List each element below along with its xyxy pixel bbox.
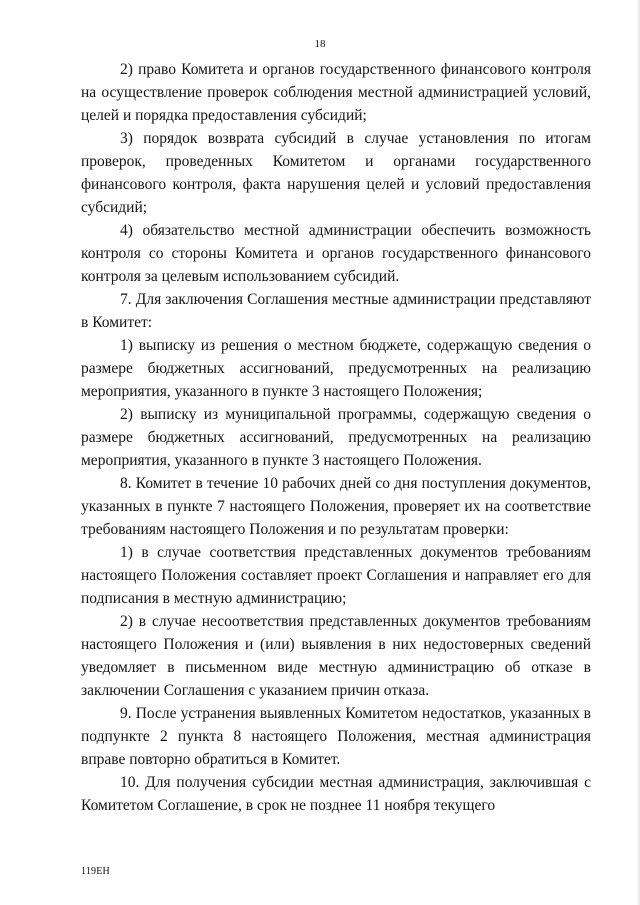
- paragraph-item-7: 7. Для заключения Соглашения местные администрации представляют в Комитет:: [81, 291, 591, 331]
- paragraph-item-8: 8. Комитет в течение 10 рабочих дней со дня поступления документов, указанных в пункте 7 настоящего Положения, проверяет их на соответствие требованиям настоящего Положения и по результатам проверки:: [81, 475, 591, 538]
- document-footer-code: 119ЕН: [81, 866, 110, 877]
- paragraph-item-8-2: 2) в случае несоответствия представленных документов требованиям настоящего Положения и (или) выявления в них недостоверных сведений уведомляет в письменном виде местную администрацию об отказе в заключении Соглашения с указанием причин отказа.: [81, 613, 591, 699]
- document-body: [81, 58, 591, 817]
- paragraph-item-10: 10. Для получения субсидии местная администрация, заключившая с Комитетом Соглашение, в срок не позднее 11 ноября текущего: [81, 774, 591, 814]
- paragraph-item-7-2: 2) выписку из муниципальной программы, содержащую сведения о размере бюджетных ассигнований, предусмотренных на реализацию мероприятия, указанного в пункте 3 настоящего Положения.: [81, 406, 591, 469]
- paragraph-item-7-1: 1) выписку из решения о местном бюджете, содержащую сведения о размере бюджетных ассигнований, предусмотренных на реализацию мероприятия, указанного в пункте 3 настоящего Положения;: [81, 337, 591, 400]
- paragraph-item-8-1: 1) в случае соответствия представленных документов требованиям настоящего Положения составляет проект Соглашения и направляет его для подписания в местную администрацию;: [81, 544, 591, 607]
- page-number: 18: [314, 38, 326, 50]
- paragraph-3-refund-procedure: 3) порядок возврата субсидий в случае установления по итогам проверок, проведенных Комитетом и органами государственного финансового контроля, факта нарушения целей и условий предоставления субсидий;: [81, 130, 591, 216]
- paragraph-2-right-of-control: 2) право Комитета и органов государственного финансового контроля на осуществление проверок соблюдения местной администрацией условий, целей и порядка предоставления субсидий;: [81, 61, 591, 124]
- paragraph-item-9: 9. После устранения выявленных Комитетом недостатков, указанных в подпункте 2 пункта 8 настоящего Положения, местная администрация вправе повторно обратиться в Комитет.: [81, 705, 591, 768]
- paragraph-4-control-obligation: 4) обязательство местной администрации обеспечить возможность контроля со стороны Комитета и органов государственного финансового контроля за целевым использованием субсидий.: [81, 222, 591, 285]
